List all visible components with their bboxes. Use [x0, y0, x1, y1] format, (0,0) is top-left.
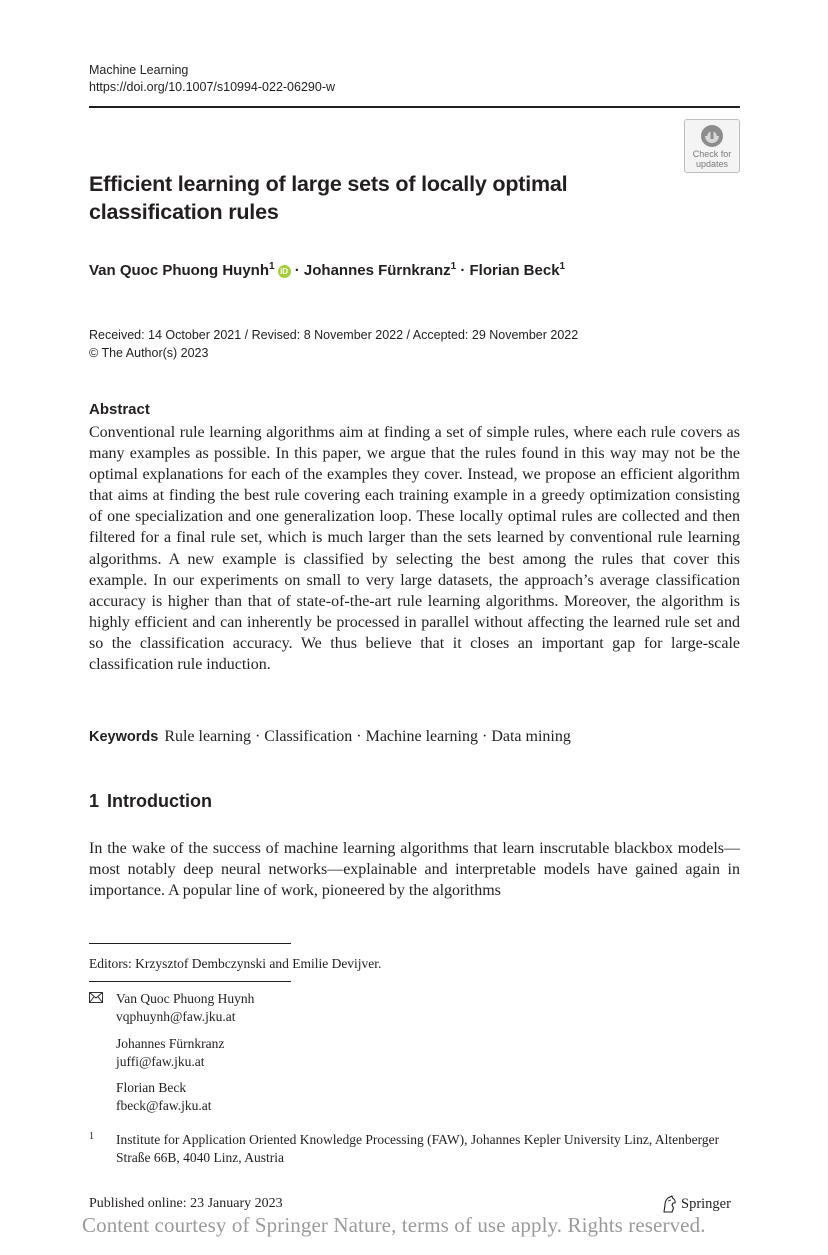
author-separator: · — [290, 262, 304, 279]
paper-title: Efficient learning of large sets of locally optimal classification rules — [89, 172, 568, 224]
contact-name: Van Quoc Phuong Huynh — [116, 991, 255, 1006]
header-rule — [89, 106, 740, 108]
section-title: Introduction — [107, 791, 212, 811]
check-for-updates-icon — [700, 124, 724, 148]
keywords-label: Keywords — [89, 729, 159, 745]
contact-email[interactable]: vqphuynh@faw.jku.at — [116, 1008, 236, 1024]
abstract-heading: Abstract — [89, 401, 150, 418]
envelope-icon — [89, 992, 103, 1003]
check-for-updates-badge[interactable] — [684, 119, 740, 173]
contact-name: Florian Beck — [116, 1080, 187, 1095]
keywords — [89, 726, 571, 748]
author-name: Florian Beck — [469, 262, 560, 279]
contact-email[interactable]: fbeck@faw.jku.at — [116, 1097, 212, 1113]
published-online: Published online: 23 January 2023 — [89, 1196, 283, 1211]
journal-header — [89, 62, 335, 96]
contact-entry — [116, 1079, 212, 1114]
contact-entry — [116, 1035, 224, 1070]
author-affiliation-mark: 1 — [269, 261, 275, 272]
contact-email[interactable]: juffi@faw.jku.at — [116, 1053, 205, 1069]
publisher-logo[interactable] — [661, 1195, 731, 1213]
check-updates-line2: updates — [695, 159, 729, 169]
received-revised-accepted: Received: 14 October 2021 / Revised: 8 November 2022 / Accepted: 29 November 2022 — [89, 328, 579, 342]
contact-entry — [116, 990, 254, 1025]
copyright: © The Author(s) 2023 — [89, 346, 209, 360]
author-separator: · — [456, 262, 470, 279]
courtesy-notice: Content courtesy of Springer Nature, terms of use apply. Rights reserved. — [82, 1213, 706, 1237]
footnote-rule — [89, 981, 291, 982]
publication-dates — [89, 326, 578, 362]
editors-note: Editors: Krzysztof Dembczynski and Emilie Devijver. — [89, 956, 382, 971]
springer-horse-icon — [661, 1195, 677, 1213]
footnote-rule — [89, 943, 291, 944]
author-list — [89, 257, 565, 281]
contact-name: Johannes Fürnkranz — [116, 1036, 225, 1051]
author-affiliation-mark: 1 — [559, 261, 566, 272]
author-name: Johannes Fürnkranz — [303, 262, 451, 279]
author-affiliation-mark: 1 — [450, 261, 457, 272]
affiliation-text: Institute for Application Oriented Knowledge Processing (FAW), Johannes Kepler University Linz, Altenberger Straße 66B, 4040 Linz, Austria — [116, 1132, 720, 1165]
orcid-icon[interactable]: iD — [278, 265, 291, 278]
publisher-name: Springer — [681, 1195, 731, 1212]
section-number: 1 — [89, 791, 100, 811]
keywords-text: Rule learning · Classification · Machine learning · Data mining — [164, 728, 571, 745]
affiliation-number: 1 — [89, 1131, 94, 1142]
journal-name: Machine Learning — [89, 63, 189, 77]
abstract-text: Conventional rule learning algorithms aim at finding a set of simple rules, where each rule covers as many examples as possible. In this paper, we argue that the rules found in this way may not be the optimal explanations for each of the examples they cover. Instead, we propose an efficient algorithm that aims at finding the best rule covering each training example in a greedy optimization consisting of one specialization and one generalization loop. These locally optimal rules are collected and then filtered for a final rule set, which is much larger than the sets learned by conventional rule learning algorithms. A new example is classified by selecting the best among the rules that cover this example. In our experiments on small to very large datasets, the approach’s average classification accuracy is higher than that of state-of-the-art rule learning algorithms. Moreover, the algorithm is highly efficient and can inherently be processed in parallel without affecting the learned rule set and so the classification accuracy. We thus believe that it closes an important gap for large-scale classification rule induction. — [89, 424, 740, 674]
doi-link[interactable]: https://doi.org/10.1007/s10994-022-06290-w — [89, 80, 336, 94]
author-name: Van Quoc Phuong Huynh — [89, 262, 269, 279]
section-heading — [89, 791, 212, 812]
check-updates-line1: Check for — [692, 149, 732, 159]
introduction-text: In the wake of the success of machine learning algorithms that learn inscrutable blackbox models—most notably deep neural networks—explainable and interpretable models have gained again in importance. A popular line of work, pioneered by the algorithms — [89, 840, 740, 900]
